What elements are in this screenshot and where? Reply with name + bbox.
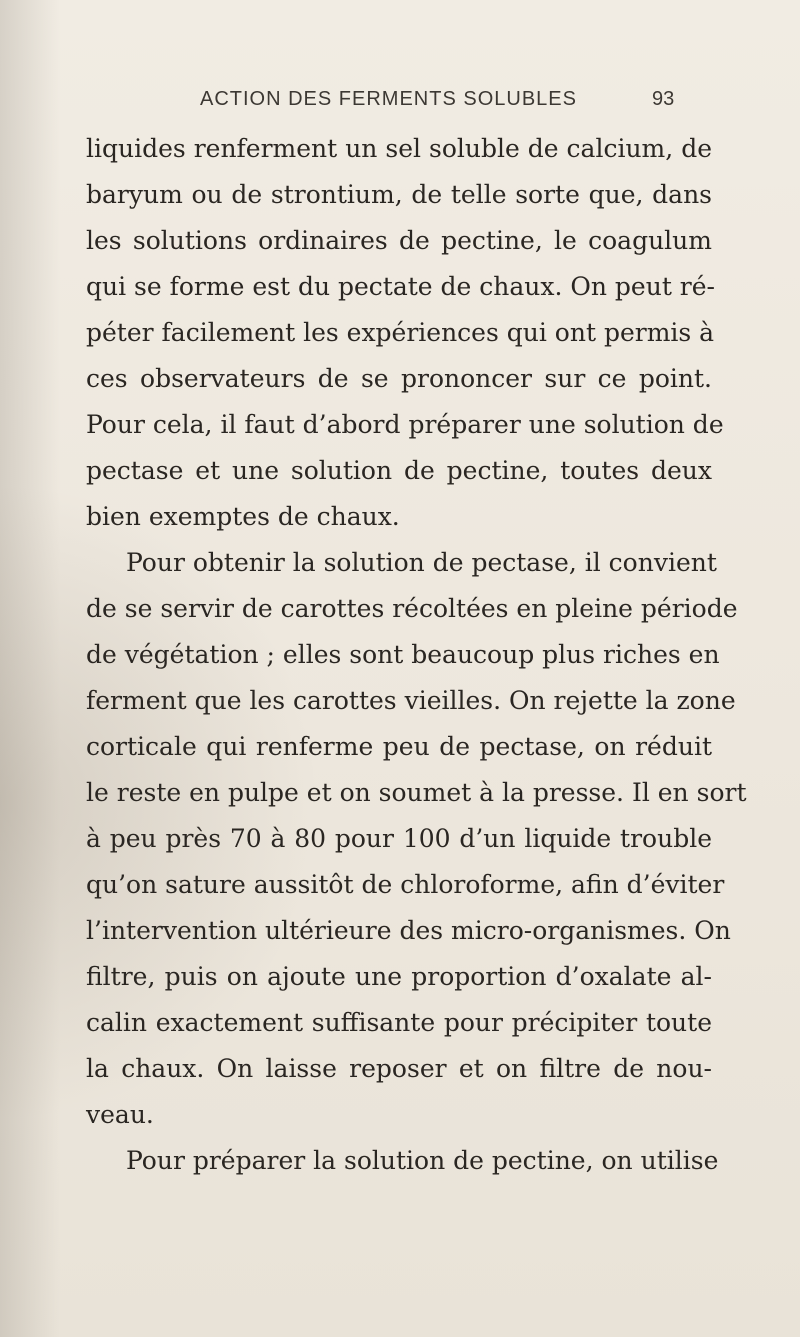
text-line: de végétation ; elles sont beaucoup plus riches en <box>86 640 720 669</box>
text-line: corticale qui renferme peu de pectase, on réduit <box>86 732 712 761</box>
text-line: Pour cela, il faut d’abord préparer une solution de <box>86 410 724 439</box>
body-text <box>86 126 747 1184</box>
text-line: liquides renferment un sel soluble de calcium, de <box>86 134 712 163</box>
text-line: bien exemptes de chaux. <box>86 502 400 531</box>
text-line: les solutions ordinaires de pectine, le coagulum <box>86 226 712 255</box>
page-number: 93 <box>652 88 675 110</box>
text-line: à peu près 70 à 80 pour 100 d’un liquide trouble <box>86 824 712 853</box>
running-title: ACTION DES FERMENTS SOLUBLES <box>200 88 577 110</box>
text-line: Pour obtenir la solution de pectase, il convient <box>126 548 717 577</box>
text-line: péter facilement les expériences qui ont permis à <box>86 318 715 347</box>
text-line: qu’on sature aussitôt de chloroforme, afin d’éviter <box>86 870 725 899</box>
text-line: la chaux. On laisse reposer et on filtre de nou- <box>86 1054 712 1083</box>
text-line: ces observateurs de se prononcer sur ce point. <box>86 364 712 393</box>
text-line: pectase et une solution de pectine, toutes deux <box>86 456 712 485</box>
text-line: filtre, puis on ajoute une proportion d’oxalate al- <box>86 962 712 991</box>
text-line: de se servir de carottes récoltées en pleine période <box>86 594 738 623</box>
text-line: le reste en pulpe et on soumet à la presse. Il en sort <box>86 778 747 807</box>
text-line: baryum ou de strontium, de telle sorte que, dans <box>86 180 712 209</box>
text-line: calin exactement suffisante pour précipiter toute <box>86 1008 712 1037</box>
text-line: l’intervention ultérieure des micro-organismes. On <box>86 916 731 945</box>
text-line: ferment que les carottes vieilles. On rejette la zone <box>86 686 736 715</box>
text-line: Pour préparer la solution de pectine, on utilise <box>126 1146 719 1175</box>
text-line: veau. <box>86 1100 154 1129</box>
text-line: qui se forme est du pectate de chaux. On peut ré- <box>86 272 716 301</box>
